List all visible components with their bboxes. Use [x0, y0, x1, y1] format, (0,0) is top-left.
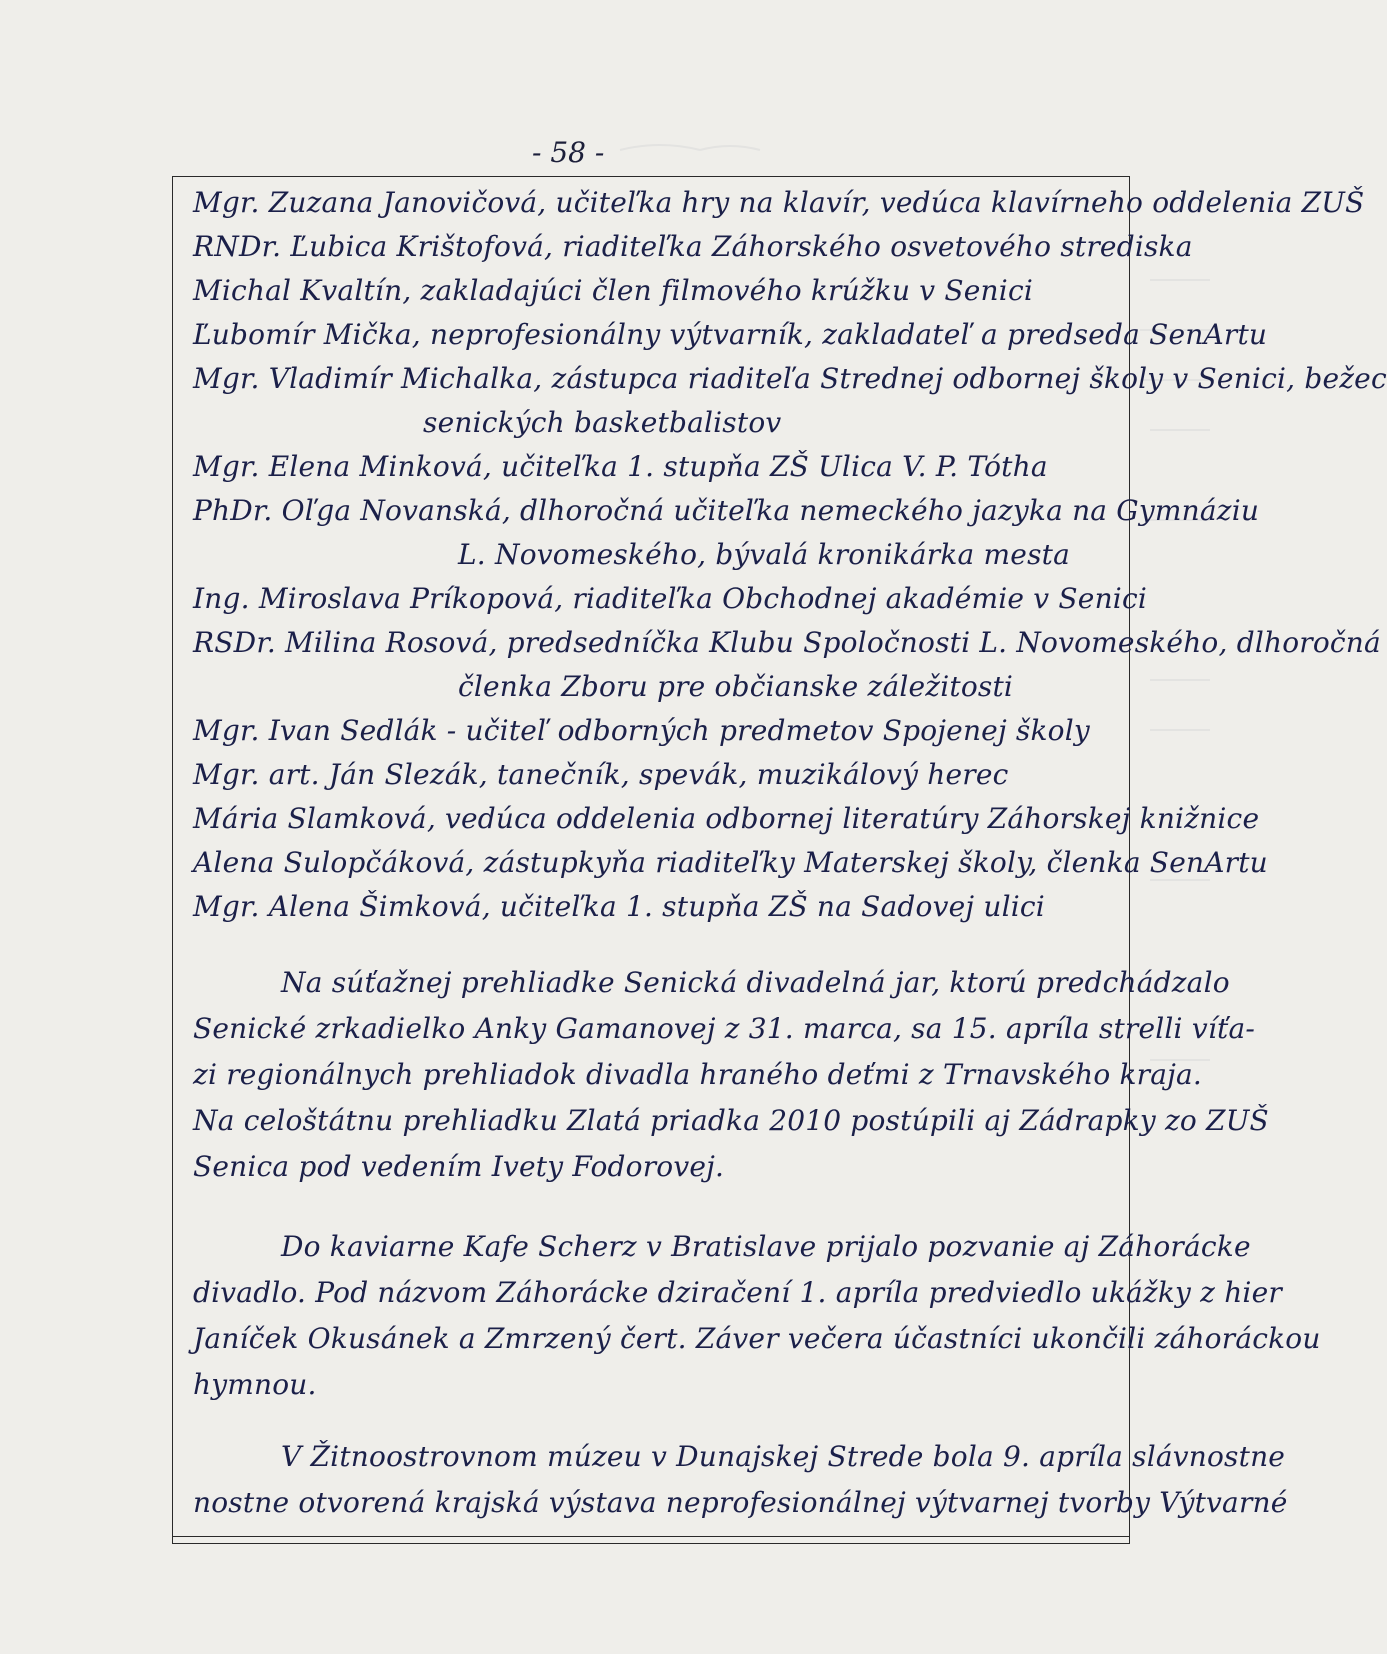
entry-olga-novanska: PhDr. Oľga Novanská, dlhoročná učiteľka nemeckého jazyka na Gymnáziu: [193, 494, 1260, 527]
entry-lubomir-micka: Ľubomír Mička, neprofesionálny výtvarník, zakladateľ a predseda SenArtu: [193, 318, 1268, 351]
entry-vladimir-michalka-cont: senických basketbalistov: [423, 406, 782, 439]
paragraph-kaviaren-line-2: divadlo. Pod názvom Záhorácke dziračení 1. apríla predviedlo ukážky z hier: [193, 1276, 1282, 1309]
entry-jan-slezak: Mgr. art. Ján Slezák, tanečník, spevák, muzikálový herec: [193, 758, 1009, 791]
entry-zuzana-janovicova: Mgr. Zuzana Janovičová, učiteľka hry na klavír, vedúca klavírneho oddelenia ZUŠ: [193, 186, 1365, 219]
entry-alena-sulopcakova: Alena Sulopčáková, zástupkyňa riaditeľky Materskej školy, členka SenArtu: [193, 846, 1268, 879]
entry-maria-slamkova: Mária Slamková, vedúca oddelenia odbornej literatúry Záhorskej knižnice: [193, 802, 1260, 835]
entry-milina-rosova-cont: členka Zboru pre občianske záležitosti: [458, 670, 1014, 703]
entry-olga-novanska-cont: L. Novomeského, bývalá kronikárka mesta: [458, 538, 1070, 571]
paragraph-festival-line-1: Na súťažnej prehliadke Senická divadelná jar, ktorú predchádzalo: [281, 966, 1230, 999]
paragraph-muzeum-line-2: nostne otvorená krajská výstava neprofesionálnej výtvarnej tvorby Výtvarné: [193, 1486, 1288, 1519]
entry-elena-minkova: Mgr. Elena Minková, učiteľka 1. stupňa ZŠ Ulica V. P. Tótha: [193, 450, 1048, 483]
paragraph-muzeum-line-1: V Žitnoostrovnom múzeu v Dunajskej Strede bola 9. apríla slávnostne: [281, 1440, 1286, 1473]
paragraph-kaviaren-line-4: hymnou.: [193, 1368, 317, 1401]
entry-alena-simkova: Mgr. Alena Šimková, učiteľka 1. stupňa ZŠ na Sadovej ulici: [193, 890, 1045, 923]
page-number: - 58 -: [532, 136, 605, 169]
handwritten-text-frame: [172, 176, 1387, 1544]
entry-ivan-sedlak: Mgr. Ivan Sedlák - učiteľ odborných predmetov Spojenej školy: [193, 714, 1090, 747]
entry-miroslava-prikopova: Ing. Miroslava Príkopová, riaditeľka Obchodnej akadémie v Senici: [193, 582, 1147, 615]
paragraph-festival-line-4: Na celoštátnu prehliadku Zlatá priadka 2010 postúpili aj Zádrapky zo ZUŠ: [193, 1104, 1269, 1137]
entry-milina-rosova: RSDr. Milina Rosová, predsedníčka Klubu Spoločnosti L. Novomeského, dlhoročná: [193, 626, 1381, 659]
entry-lubica-kristofova: RNDr. Ľubica Krištofová, riaditeľka Záhorského osvetového strediska: [193, 230, 1193, 263]
entry-michal-kvaltin: Michal Kvaltín, zakladajúci člen filmového krúžku v Senici: [193, 274, 1033, 307]
paragraph-festival-line-5: Senica pod vedením Ivety Fodorovej.: [193, 1150, 725, 1183]
paragraph-kaviaren-line-1: Do kaviarne Kafe Scherz v Bratislave prijalo pozvanie aj Záhorácke: [281, 1230, 1251, 1263]
entry-vladimir-michalka: Mgr. Vladimír Michalka, zástupca riaditeľa Strednej odbornej školy v Senici, bežec: [193, 362, 1387, 395]
paragraph-kaviaren-line-3: Janíček Okusánek a Zmrzený čert. Záver večera účastníci ukončili záhoráckou: [193, 1322, 1321, 1355]
frame-bottom-rule: [173, 1536, 1129, 1537]
paragraph-festival-line-2: Senické zrkadielko Anky Gamanovej z 31. marca, sa 15. apríla strelli víťa-: [193, 1012, 1255, 1045]
paragraph-festival-line-3: zi regionálnych prehliadok divadla hraného deťmi z Trnavského kraja.: [193, 1058, 1203, 1091]
